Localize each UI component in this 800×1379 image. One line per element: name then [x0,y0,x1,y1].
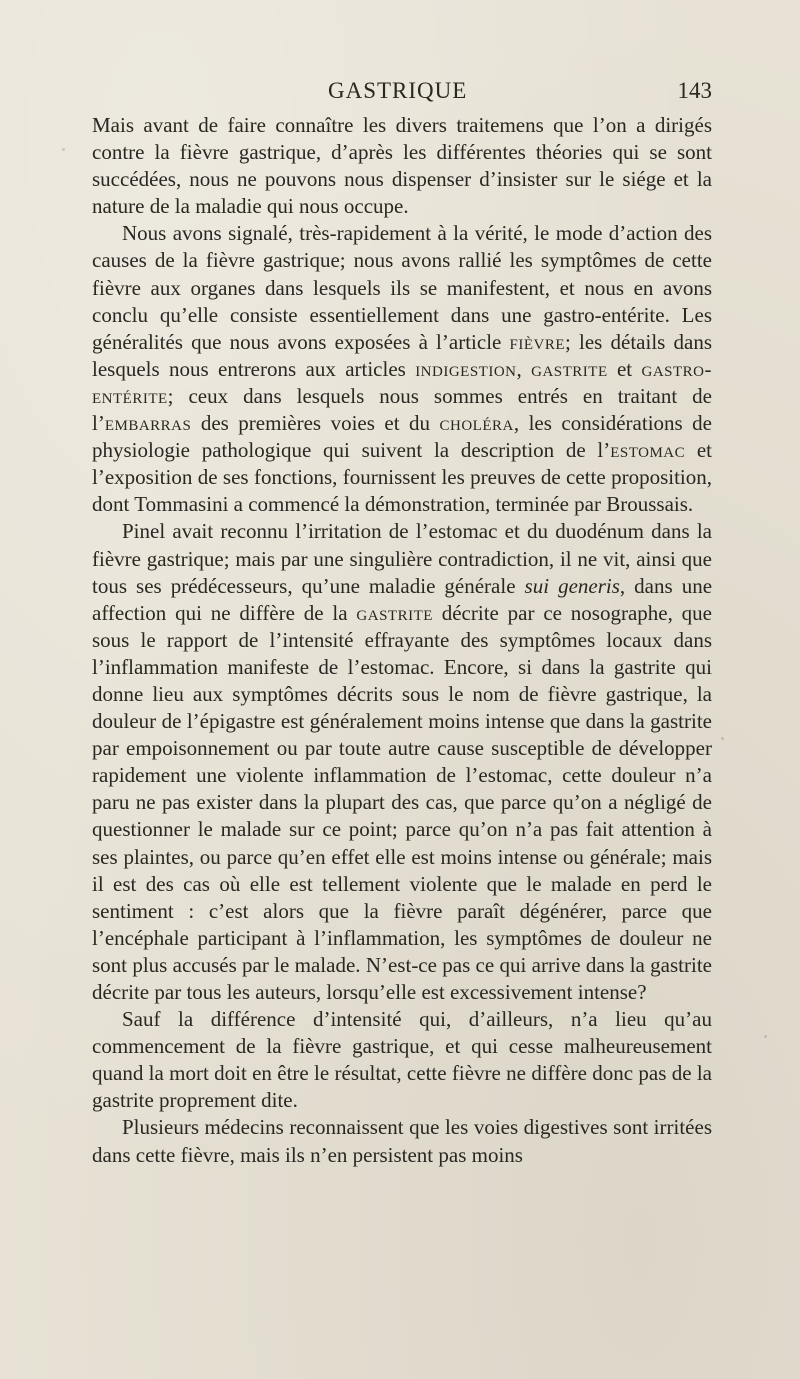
paragraph [92,220,712,518]
text-run: et l’exposition de ses fonctions, fournissent les preuves de cette proposition, dont Tommasini a commencé la démonstration, terminée par Broussais. [92,438,712,517]
cross-reference: indigestion [415,356,517,381]
paragraph [92,518,712,1006]
paper-speck [764,1035,767,1038]
text-run: ; les détails dans lesquels nous entrerons aux articles [92,329,712,381]
text-run: Sauf la différence d’intensité qui, d’ailleurs, n’a lieu qu’au commencement de la fièvre gastrique, et qui cesse malheureusement quand la mort doit en être le résultat, cette fièvre ne diffère donc pas de la gastrite proprement dite. [92,1007,712,1113]
text-run: Nous avons signalé, très-rapidement à la vérité, le mode d’action des causes de la fièvre gastrique; nous avons rallié les symptômes de cette fièvre aux organes dans lesquels ils se manifestent, et nous en avons conclu qu’elle consiste essentiellement dans une gastro-entérite. Les généralités que nous avons exposées à l’article [92,221,712,354]
text-run: Pinel avait reconnu l’irritation de l’estomac et du duodénum dans la fièvre gastrique; mais par une singulière contradiction, il ne vit, ainsi que tous ses prédécesseurs, qu’une maladie générale [92,519,712,598]
paragraph [92,1114,712,1168]
text-run: , [516,356,532,381]
cross-reference: embarras [104,411,192,436]
paper-speck [62,148,65,151]
italic-text: sui generis [524,573,620,598]
paper-speck [721,737,724,740]
running-head [92,78,712,108]
paragraph [92,112,712,220]
text-run: , les considérations de physiologie pathologique qui suivent la description de l’ [92,411,712,463]
text-run: Mais avant de faire connaître les divers traitemens que l’on a dirigés contre la fièvre gastrique, d’après les différentes théories qui se sont succédées, nous ne pouvons nous dispenser d’insister sur le siége et la nature de la maladie qui nous occupe. [92,113,712,219]
text-run: , dans une affection qui ne diffère de la [92,573,713,625]
cross-reference: gastrite [531,356,608,381]
cross-reference: choléra [439,411,514,436]
running-title: GASTRIQUE [328,78,468,103]
text-run: des premières voies et du [191,411,440,436]
text-run: et [607,356,642,381]
cross-reference: gastro-entérite [92,356,713,408]
paragraph [92,1006,712,1114]
text-run: décrite par ce nosographe, que sous le rapport de l’intensité effrayante des symptômes locaux dans l’inflammation manifeste de l’estomac. Encore, si dans la gastrite qui donne lieu aux symptômes décrits sous le nom de fièvre gastrique, la douleur de l’épigastre est généralement moins intense que dans la gastrite par empoisonnement ou par toute autre cause susceptible de développer rapidement une violente inflammation de l’estomac, cette douleur n’a paru ne pas exister dans la plupart des cas, que parce qu’on a négligé de questionner le malade sur ce point; parce qu’on n’a pas fait attention à ses plaintes, ou parce qu’en effet elle est moins intense ou générale; mais il est des cas où elle est tellement violente que le malade en perd le sentiment : c’est alors que la fièvre paraît dégénérer, parce que l’encéphale participant à l’inflammation, les symptômes de douleur ne sont plus accusés par le malade. N’est-ce pas ce qui arrive dans la gastrite décrite par tous les auteurs, lorsqu’elle est excessivement intense? [92,600,712,1004]
cross-reference: fièvre [509,329,566,354]
cross-reference: gastrite [356,600,433,625]
text-run: Plusieurs médecins reconnaissent que les voies digestives sont irritées dans cette fièvre, mais ils n’en persistent pas moins [92,1115,712,1167]
text-run: ; ceux dans lesquels nous sommes entrés en traitant de l’ [92,383,712,436]
page-number: 143 [677,78,712,103]
body-text [92,112,712,1169]
cross-reference: estomac [610,438,686,463]
